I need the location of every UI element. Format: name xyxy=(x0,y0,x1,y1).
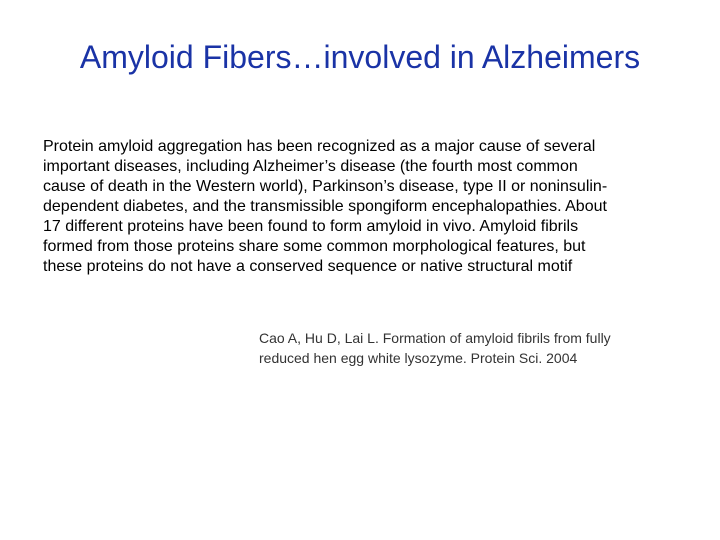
body-line: Protein amyloid aggregation has been recognized as a major cause of several xyxy=(43,138,596,155)
slide-title: Amyloid Fibers…involved in Alzheimers xyxy=(79,39,641,75)
body-line: important diseases, including Alzheimer’s disease (the fourth most common xyxy=(43,158,578,175)
body-paragraph xyxy=(43,137,683,277)
body-line: these proteins do not have a conserved sequence or native structural motif xyxy=(43,258,573,275)
body-line: 17 different proteins have been found to form amyloid in vivo. Amyloid fibrils xyxy=(43,218,579,235)
body-line: dependent diabetes, and the transmissible spongiform encephalopathies. About xyxy=(43,198,607,215)
body-line: cause of death in the Western world), Parkinson’s disease, type II or noninsulin- xyxy=(43,178,608,195)
citation-line: reduced hen egg white lysozyme. Protein Sci. 2004 xyxy=(259,350,578,366)
body-line: formed from those proteins share some common morphological features, but xyxy=(43,238,586,255)
citation xyxy=(259,328,679,368)
citation-line: Cao A, Hu D, Lai L. Formation of amyloid fibrils from fully xyxy=(259,330,611,346)
